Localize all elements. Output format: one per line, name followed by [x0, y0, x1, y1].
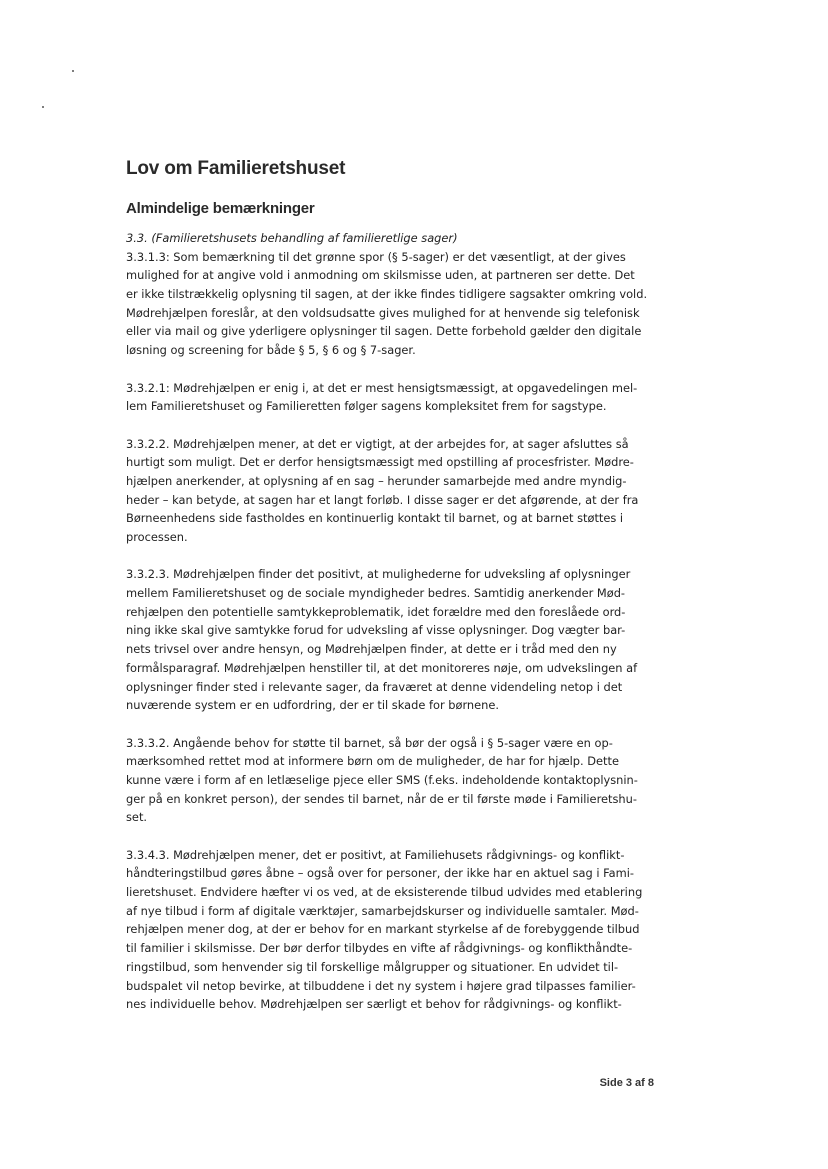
- text-line: ringstilbud, som henvender sig til forskellige målgrupper og situationer. En udvidet til-: [126, 959, 619, 974]
- text-line: nes individuelle behov. Mødrehjælpen ser særligt et behov for rådgivnings- og konflikt-: [126, 997, 622, 1012]
- text-line: nuværende system er en udfordring, der er til skade for børnene.: [126, 698, 500, 713]
- paragraph: [126, 435, 666, 547]
- text-line: lieretshuset. Endvidere hæfter vi os ved, at de eksisterende tilbud udvides med etablering: [126, 885, 643, 900]
- paragraph: [126, 846, 666, 1014]
- text-line: ger på en konkret person), der sendes til barnet, når de er til første møde i Familieretshu-: [126, 791, 637, 806]
- text-line: mellem Familieretshuset og de sociale myndigheder bedres. Samtidig anerkender Mød-: [126, 586, 626, 601]
- text-line: rehjælpen den potentielle samtykkeproblematik, idet forældre med den foreslåede ord-: [126, 604, 626, 619]
- text-line: set.: [126, 810, 148, 825]
- document-body: [126, 229, 666, 1033]
- text-line: eller via mail og give yderligere oplysninger til sagen. Dette forbehold gælder den digitale: [126, 324, 642, 339]
- text-line: 3.3.4.3. Mødrehjælpen mener, det er positivt, at Familiehusets rådgivnings- og konflikt-: [126, 847, 625, 862]
- section-heading: Almindelige bemærkninger: [126, 200, 315, 217]
- text-line: ning ikke skal give samtykke forud for udveksling af visse oplysninger. Dog vægter bar-: [126, 623, 626, 638]
- section-reference: 3.3. (Familieretshusets behandling af familieretlige sager): [126, 231, 458, 245]
- text-line: er ikke tilstrækkelig oplysning til sagen, at der ikke findes tidligere sagsakter omkring vold.: [126, 287, 648, 302]
- page-number: Side 3 af 8: [599, 1077, 654, 1089]
- text-line: rehjælpen mener dog, at der er behov for en markant styrkelse af de forebyggende tilbud: [126, 922, 640, 937]
- text-line: 3.3.3.2. Angående behov for støtte til barnet, så bør der også i § 5-sager være en op-: [126, 735, 613, 750]
- text-line: kunne være i form af en letlæselige pjece eller SMS (f.eks. indeholdende kontaktoplysnin-: [126, 772, 638, 787]
- text-line: oplysninger finder sted i relevante sager, da fraværet at denne videndeling netop i det: [126, 679, 623, 694]
- text-line: til familier i skilsmisse. Der bør derfor tilbydes en vifte af rådgivnings- og konflikthåndte-: [126, 941, 633, 956]
- paragraph: [126, 734, 666, 827]
- text-line: hjælpen anerkender, at oplysning af en sag – herunder samarbejde med andre myndig-: [126, 473, 627, 488]
- text-line: 3.3.1.3: Som bemærkning til det grønne spor (§ 5-sager) er det væsentligt, at der gives: [126, 249, 626, 264]
- text-line: heder – kan betyde, at sagen har et langt forløb. I disse sager er det afgørende, at der fra: [126, 492, 639, 507]
- text-line: lem Familieretshuset og Familieretten følger sagens kompleksitet frem for sagstype.: [126, 399, 607, 414]
- scan-speck: [72, 70, 74, 72]
- text-line: processen.: [126, 530, 188, 544]
- text-line: formålsparagraf. Mødrehjælpen henstiller til, at det monitoreres nøje, om udvekslingen af: [126, 660, 638, 675]
- text-line: nets trivsel over andre hensyn, og Mødrehjælpen finder, at dette er i tråd med den ny: [126, 642, 617, 657]
- page-title: Lov om Familieretshuset: [126, 158, 346, 179]
- text-line: mulighed for at angive vold i anmodning om skilsmisse uden, at partneren ser dette. Det: [126, 268, 635, 283]
- paragraph: [126, 565, 666, 715]
- paragraph: [126, 379, 666, 416]
- text-line: 3.3.2.1: Mødrehjælpen er enig i, at det er mest hensigtsmæssigt, at opgavedelingen mel-: [126, 380, 638, 395]
- scan-speck: [42, 106, 44, 108]
- text-line: Børneenhedens side fastholdes en kontinuerlig kontakt til barnet, og at barnet støttes i: [126, 511, 624, 526]
- text-line: hurtigt som muligt. Det er derfor hensigtsmæssigt med opstilling af procesfrister. Mødre-: [126, 455, 634, 470]
- text-line: mærksomhed rettet mod at informere børn om de muligheder, de har for hjælp. Dette: [126, 754, 620, 769]
- text-line: Mødrehjælpen foreslår, at den voldsudsatte gives mulighed for at henvende sig telefonisk: [126, 305, 640, 320]
- text-line: håndteringstilbud gøres åbne – også over for personer, der ikke har en aktuel sag i Fami-: [126, 866, 634, 881]
- text-line: af nye tilbud i form af digitale værktøjer, samarbejdskurser og individuelle samtaler. Mød-: [126, 903, 639, 918]
- text-line: 3.3.2.2. Mødrehjælpen mener, at det er vigtigt, at der arbejdes for, at sager afsluttes så: [126, 436, 629, 451]
- text-line: 3.3.2.3. Mødrehjælpen finder det positivt, at mulighederne for udveksling af oplysninger: [126, 567, 631, 582]
- paragraph: [126, 229, 666, 360]
- text-line: løsning og screening for både § 5, § 6 og § 7-sager.: [126, 343, 416, 358]
- text-line: budspalet vil netop bevirke, at tilbuddene i det ny system i højere grad tilpasses familier-: [126, 978, 636, 993]
